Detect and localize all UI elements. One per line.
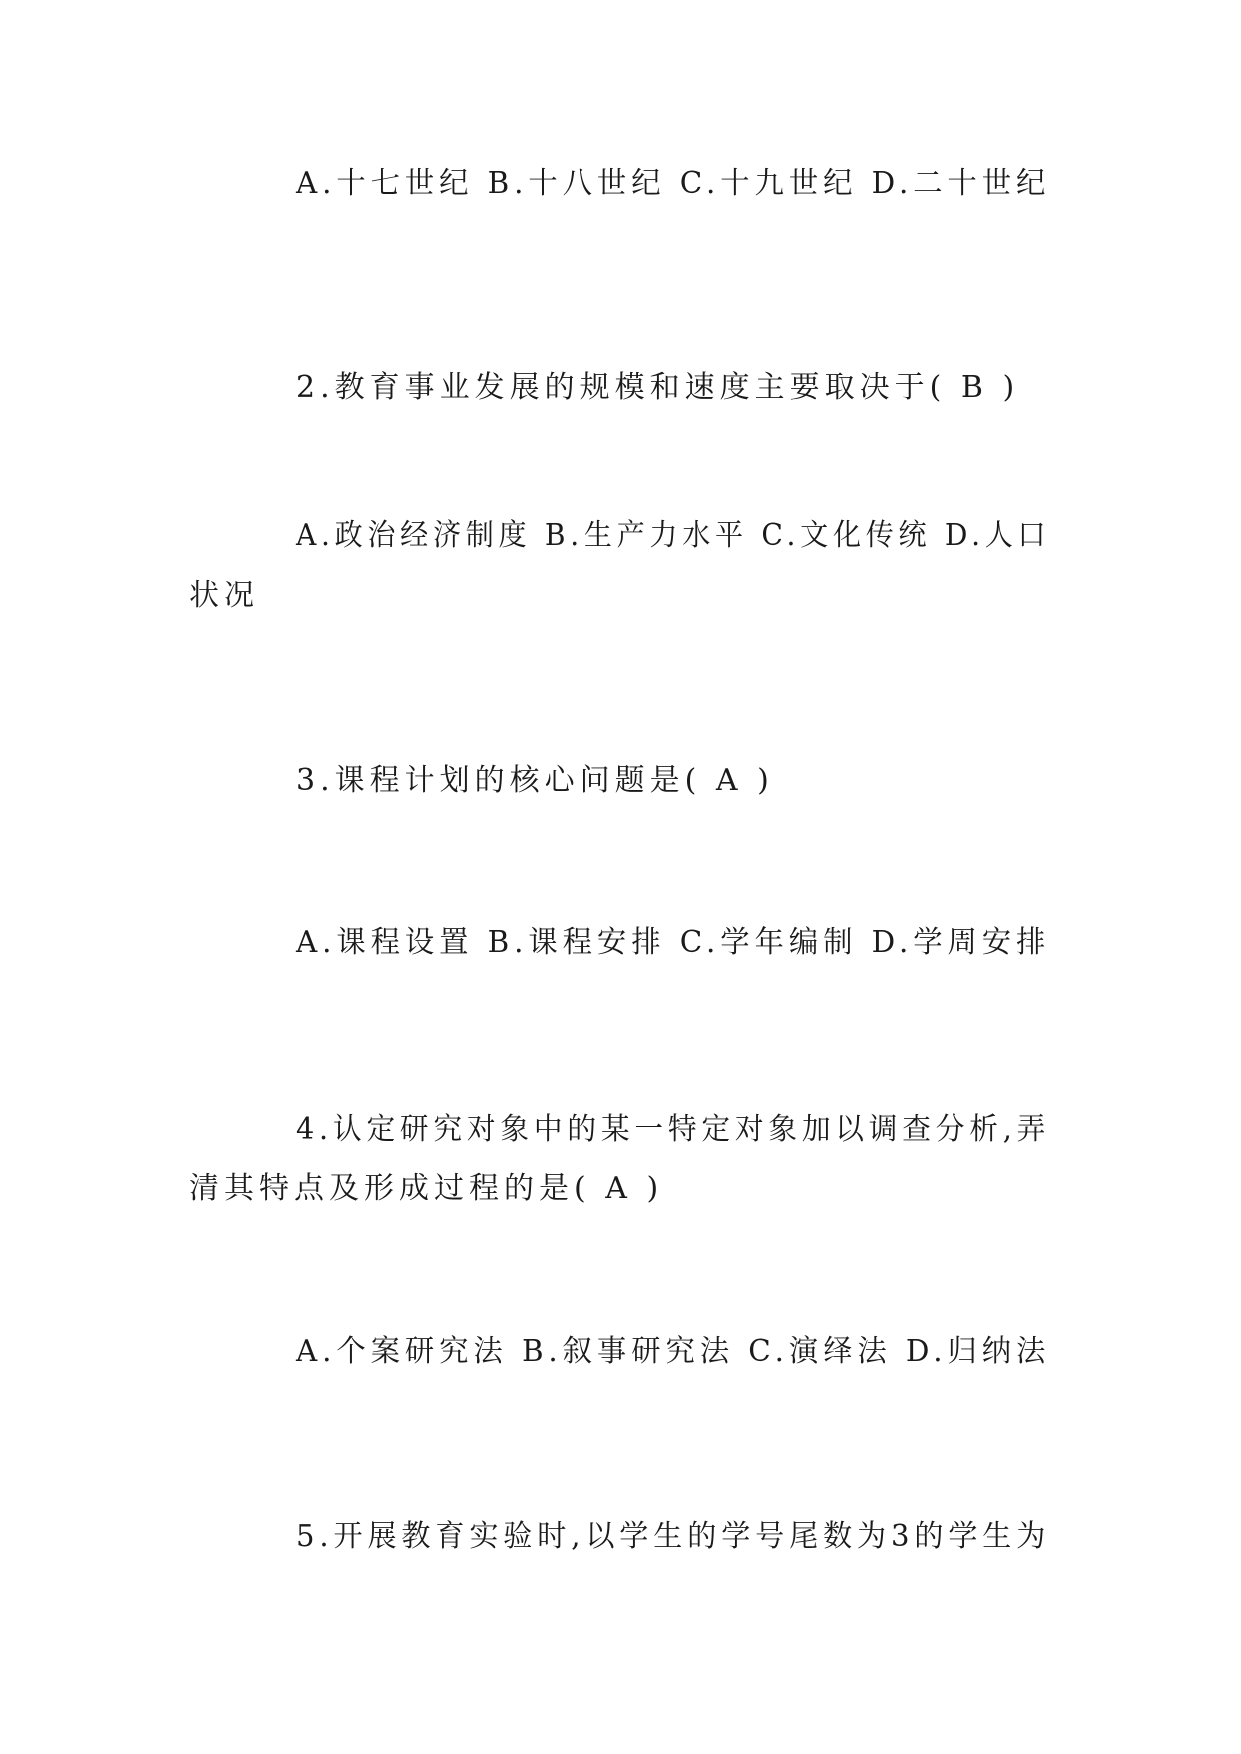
question-3: 3.课程计划的核心问题是( A ) [296, 763, 774, 798]
question-4-continuation: 清其特点及形成过程的是( A ) [189, 1171, 664, 1206]
options-q2-continuation: 状况 [189, 578, 259, 613]
question-2: 2.教育事业发展的规模和速度主要取决于( B ) [296, 370, 1020, 405]
options-q2: A.政治经济制度 B.生产力水平 C.文化传统 D.人口 [296, 518, 1051, 553]
question-4: 4.认定研究对象中的某一特定对象加以调查分析,弄 [296, 1112, 1051, 1147]
options-q4: A.个案研究法 B.叙事研究法 C.演绎法 D.归纳法 [296, 1334, 1051, 1369]
options-q1: A.十七世纪 B.十八世纪 C.十九世纪 D.二十世纪 [296, 166, 1051, 201]
options-q3: A.课程设置 B.课程安排 C.学年编制 D.学周安排 [296, 925, 1051, 960]
question-5: 5.开展教育实验时,以学生的学号尾数为3的学生为 [296, 1519, 1051, 1554]
